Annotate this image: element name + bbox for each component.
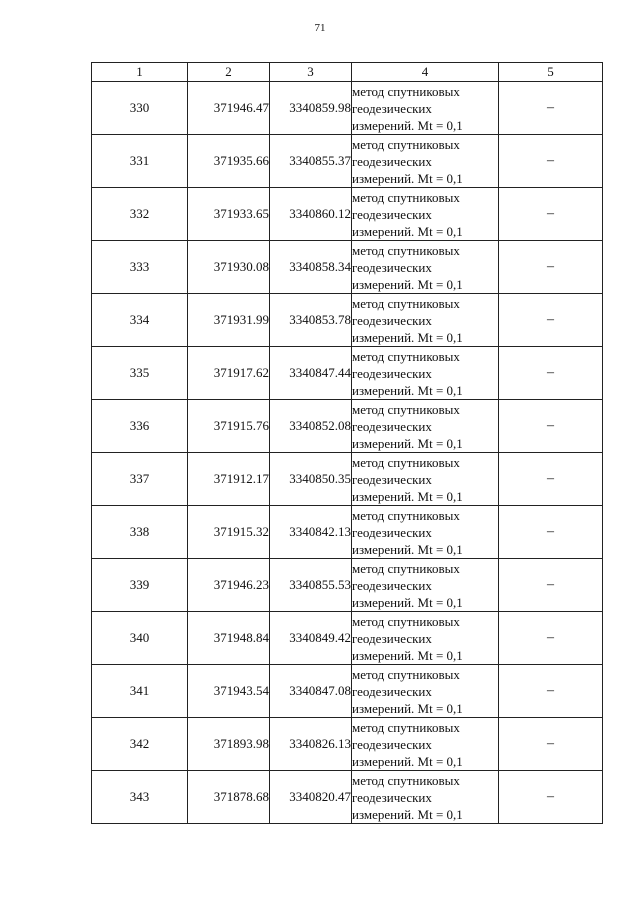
method-cell: метод спутниковых геодезических измерений. Mt = 0,1: [352, 453, 499, 506]
table-row: [92, 400, 603, 453]
column-5-cell: –: [499, 294, 603, 347]
y-coordinate-cell: 3340820.47: [270, 771, 352, 824]
x-coordinate-cell: 371917.62: [188, 347, 270, 400]
method-cell: метод спутниковых геодезических измерений. Mt = 0,1: [352, 347, 499, 400]
point-number-cell: 340: [92, 612, 188, 665]
point-number-cell: 334: [92, 294, 188, 347]
y-coordinate-cell: 3340842.13: [270, 506, 352, 559]
point-number-cell: 332: [92, 188, 188, 241]
page-number: 71: [314, 22, 326, 34]
point-number-cell: 343: [92, 771, 188, 824]
y-coordinate-cell: 3340853.78: [270, 294, 352, 347]
y-coordinate-cell: 3340855.37: [270, 135, 352, 188]
point-number-cell: 337: [92, 453, 188, 506]
point-number-cell: 339: [92, 559, 188, 612]
x-coordinate-cell: 371946.23: [188, 559, 270, 612]
column-5-cell: –: [499, 400, 603, 453]
table-row: [92, 771, 603, 824]
method-cell: метод спутниковых геодезических измерений. Mt = 0,1: [352, 400, 499, 453]
table-row: [92, 135, 603, 188]
point-number-cell: 333: [92, 241, 188, 294]
x-coordinate-cell: 371915.76: [188, 400, 270, 453]
table-row: [92, 241, 603, 294]
method-cell: метод спутниковых геодезических измерений. Mt = 0,1: [352, 294, 499, 347]
column-5-cell: –: [499, 665, 603, 718]
y-coordinate-cell: 3340852.08: [270, 400, 352, 453]
x-coordinate-cell: 371948.84: [188, 612, 270, 665]
x-coordinate-cell: 371943.54: [188, 665, 270, 718]
point-number-cell: 331: [92, 135, 188, 188]
method-cell: метод спутниковых геодезических измерений. Mt = 0,1: [352, 771, 499, 824]
x-coordinate-cell: 371931.99: [188, 294, 270, 347]
table-row: [92, 453, 603, 506]
x-coordinate-cell: 371878.68: [188, 771, 270, 824]
y-coordinate-cell: 3340858.34: [270, 241, 352, 294]
table-row: [92, 188, 603, 241]
column-header-1: 1: [92, 63, 188, 82]
column-5-cell: –: [499, 559, 603, 612]
point-number-cell: 330: [92, 82, 188, 135]
point-number-cell: 341: [92, 665, 188, 718]
y-coordinate-cell: 3340847.08: [270, 665, 352, 718]
x-coordinate-cell: 371915.32: [188, 506, 270, 559]
column-header-4: 4: [352, 63, 499, 82]
y-coordinate-cell: 3340847.44: [270, 347, 352, 400]
column-5-cell: –: [499, 188, 603, 241]
method-cell: метод спутниковых геодезических измерений. Mt = 0,1: [352, 665, 499, 718]
column-5-cell: –: [499, 506, 603, 559]
table-row: [92, 82, 603, 135]
table-header-row: [92, 63, 603, 82]
y-coordinate-cell: 3340859.98: [270, 82, 352, 135]
method-cell: метод спутниковых геодезических измерений. Mt = 0,1: [352, 188, 499, 241]
table-row: [92, 294, 603, 347]
column-5-cell: –: [499, 347, 603, 400]
table-row: [92, 718, 603, 771]
y-coordinate-cell: 3340826.13: [270, 718, 352, 771]
column-5-cell: –: [499, 771, 603, 824]
column-header-5: 5: [499, 63, 603, 82]
method-cell: метод спутниковых геодезических измерений. Mt = 0,1: [352, 612, 499, 665]
x-coordinate-cell: 371893.98: [188, 718, 270, 771]
point-number-cell: 342: [92, 718, 188, 771]
y-coordinate-cell: 3340850.35: [270, 453, 352, 506]
method-cell: метод спутниковых геодезических измерений. Mt = 0,1: [352, 82, 499, 135]
column-5-cell: –: [499, 135, 603, 188]
point-number-cell: 336: [92, 400, 188, 453]
method-cell: метод спутниковых геодезических измерений. Mt = 0,1: [352, 506, 499, 559]
coordinates-table: [91, 62, 603, 824]
point-number-cell: 338: [92, 506, 188, 559]
y-coordinate-cell: 3340849.42: [270, 612, 352, 665]
method-cell: метод спутниковых геодезических измерений. Mt = 0,1: [352, 241, 499, 294]
table-row: [92, 612, 603, 665]
method-cell: метод спутниковых геодезических измерений. Mt = 0,1: [352, 135, 499, 188]
table-row: [92, 347, 603, 400]
table-row: [92, 506, 603, 559]
point-number-cell: 335: [92, 347, 188, 400]
y-coordinate-cell: 3340855.53: [270, 559, 352, 612]
method-cell: метод спутниковых геодезических измерений. Mt = 0,1: [352, 559, 499, 612]
x-coordinate-cell: 371935.66: [188, 135, 270, 188]
column-header-2: 2: [188, 63, 270, 82]
column-5-cell: –: [499, 82, 603, 135]
column-5-cell: –: [499, 453, 603, 506]
column-5-cell: –: [499, 612, 603, 665]
table-row: [92, 665, 603, 718]
x-coordinate-cell: 371933.65: [188, 188, 270, 241]
column-5-cell: –: [499, 718, 603, 771]
column-5-cell: –: [499, 241, 603, 294]
x-coordinate-cell: 371912.17: [188, 453, 270, 506]
method-cell: метод спутниковых геодезических измерений. Mt = 0,1: [352, 718, 499, 771]
x-coordinate-cell: 371946.47: [188, 82, 270, 135]
table-body: [92, 82, 603, 824]
y-coordinate-cell: 3340860.12: [270, 188, 352, 241]
column-header-3: 3: [270, 63, 352, 82]
x-coordinate-cell: 371930.08: [188, 241, 270, 294]
table-row: [92, 559, 603, 612]
